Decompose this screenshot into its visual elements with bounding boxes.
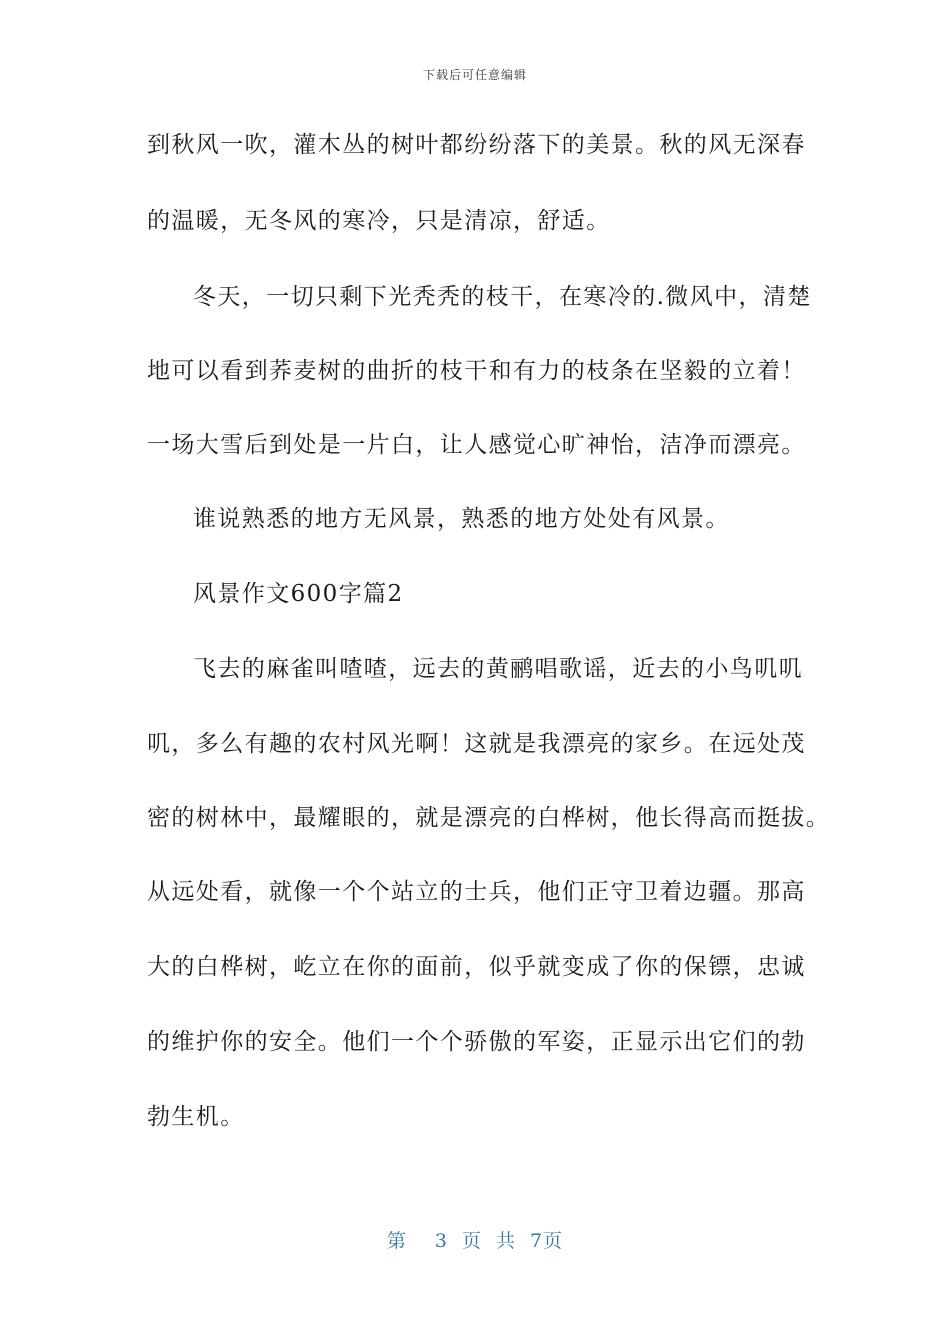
page-header bbox=[0, 66, 950, 83]
paragraph-line: 到秋风一吹，灌木丛的树叶都纷纷落下的美景。秋的风无深春 bbox=[147, 132, 806, 158]
paragraph-line: 密的树林中，最耀眼的，就是漂亮的白桦树，他长得高而挺拔。 bbox=[147, 805, 831, 831]
paragraph-line: 飞去的麻雀叫喳喳，远去的黄鹂唱歌谣，近去的小鸟叽叽 bbox=[193, 656, 803, 682]
footer-total-pages: 7页 bbox=[530, 1230, 564, 1252]
paragraph-line: 大的白桦树，屹立在你的面前，似乎就变成了你的保镖，忠诚 bbox=[147, 954, 806, 980]
header-note: 下载后可任意编辑 bbox=[422, 68, 527, 82]
footer-page-unit: 页 bbox=[461, 1230, 482, 1252]
footer-page-prefix: 第 bbox=[386, 1230, 407, 1252]
footer-current-page: 3 bbox=[434, 1230, 448, 1252]
section-heading: 风景作文600字篇2 bbox=[193, 581, 404, 607]
page-footer bbox=[0, 1226, 950, 1253]
paragraph-line: 勃生机。 bbox=[147, 1104, 245, 1130]
paragraph-line: 的温暖，无冬风的寒冷，只是清凉，舒适。 bbox=[147, 208, 611, 234]
paragraph-line: 地可以看到荞麦树的曲折的枝干和有力的枝条在坚毅的立着！ bbox=[147, 358, 806, 384]
paragraph-line: 从远处看，就像一个个站立的士兵，他们正守卫着边疆。那高 bbox=[147, 879, 806, 905]
paragraph-line: 一场大雪后到处是一片白，让人感觉心旷神怡，洁净而漂亮。 bbox=[147, 432, 806, 458]
paragraph-line: 叽，多么有趣的农村风光啊！这就是我漂亮的家乡。在远处茂 bbox=[147, 731, 806, 757]
footer-total-prefix: 共 bbox=[496, 1230, 517, 1252]
paragraph-line: 冬天，一切只剩下光秃秃的枝干，在寒冷的.微风中，清楚 bbox=[193, 284, 812, 310]
paragraph-line: 的维护你的安全。他们一个个骄傲的军姿，正显示出它们的勃 bbox=[147, 1029, 806, 1055]
paragraph-line: 谁说熟悉的地方无风景，熟悉的地方处处有风景。 bbox=[193, 506, 730, 532]
